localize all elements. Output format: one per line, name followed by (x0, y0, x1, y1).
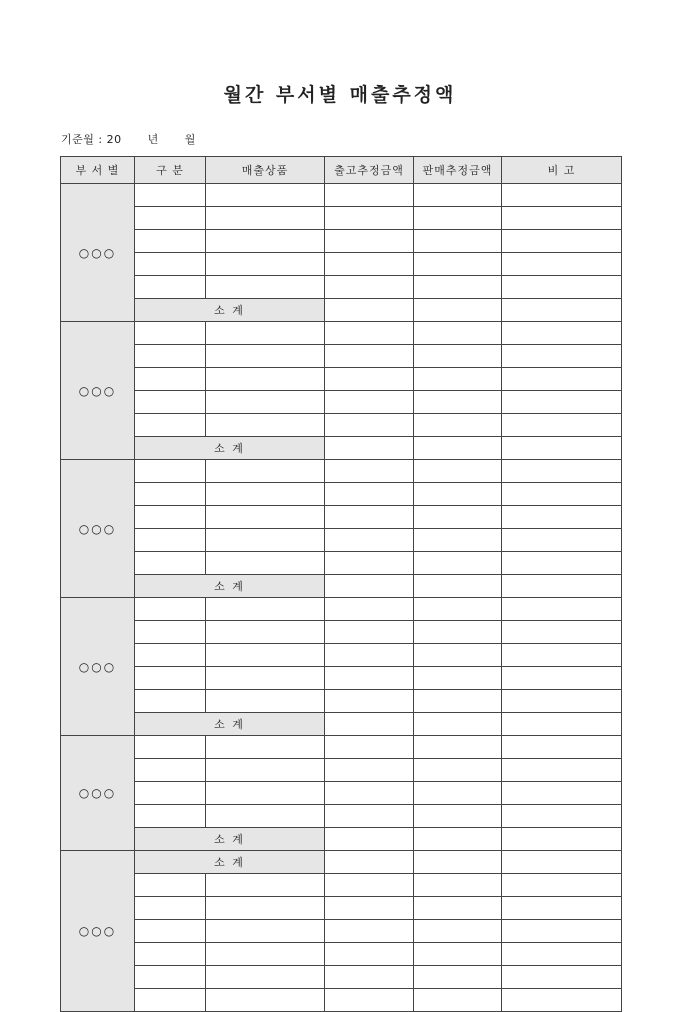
sales-estimate-cell[interactable] (414, 736, 502, 759)
subtotal-value-cell[interactable] (325, 299, 414, 322)
remarks-cell[interactable] (502, 253, 622, 276)
subtotal-row (61, 299, 622, 322)
subtotal-value-cell[interactable] (502, 828, 622, 851)
table-row (61, 184, 622, 207)
table-row (61, 345, 622, 368)
header-product: 매출상품 (206, 157, 325, 184)
subtotal-row (61, 713, 622, 736)
subtotal-row (61, 851, 622, 874)
product-cell[interactable] (206, 276, 325, 299)
table-row (61, 483, 622, 506)
subtotal-value-cell[interactable] (414, 851, 502, 874)
shipment-estimate-cell[interactable] (325, 414, 414, 437)
subtotal-value-cell[interactable] (502, 299, 622, 322)
product-cell[interactable] (206, 874, 325, 897)
category-cell[interactable] (135, 897, 206, 920)
sales-estimate-cell[interactable] (414, 667, 502, 690)
sales-estimate-cell[interactable] (414, 552, 502, 575)
product-cell[interactable] (206, 736, 325, 759)
product-cell[interactable] (206, 506, 325, 529)
category-cell[interactable] (135, 989, 206, 1012)
sales-estimate-cell[interactable] (414, 920, 502, 943)
remarks-cell[interactable] (502, 644, 622, 667)
shipment-estimate-cell[interactable] (325, 529, 414, 552)
table-row (61, 736, 622, 759)
sales-estimate-cell[interactable] (414, 989, 502, 1012)
subtotal-label: 소 계 (135, 437, 325, 460)
sales-estimate-cell[interactable] (414, 598, 502, 621)
product-cell[interactable] (206, 920, 325, 943)
remarks-cell[interactable] (502, 920, 622, 943)
category-cell[interactable] (135, 598, 206, 621)
subtotal-value-cell[interactable] (502, 851, 622, 874)
table-row (61, 621, 622, 644)
table-header-row (61, 157, 622, 184)
subtotal-label: 소 계 (135, 713, 325, 736)
shipment-estimate-cell[interactable] (325, 805, 414, 828)
sales-estimate-cell[interactable] (414, 506, 502, 529)
dept-cell: ○○○ (61, 322, 135, 460)
shipment-estimate-cell[interactable] (325, 460, 414, 483)
category-cell[interactable] (135, 276, 206, 299)
remarks-cell[interactable] (502, 989, 622, 1012)
remarks-cell[interactable] (502, 966, 622, 989)
sales-estimate-cell[interactable] (414, 483, 502, 506)
table-row (61, 966, 622, 989)
sales-estimate-cell[interactable] (414, 322, 502, 345)
table-row (61, 230, 622, 253)
sales-estimate-cell[interactable] (414, 345, 502, 368)
remarks-cell[interactable] (502, 276, 622, 299)
remarks-cell[interactable] (502, 414, 622, 437)
page-title: 월간 부서별 매출추정액 (223, 84, 457, 106)
shipment-estimate-cell[interactable] (325, 943, 414, 966)
subtotal-value-cell[interactable] (414, 575, 502, 598)
reference-month-line (61, 131, 204, 147)
dept-cell: ○○○ (61, 598, 135, 736)
product-cell[interactable] (206, 460, 325, 483)
remarks-cell[interactable] (502, 529, 622, 552)
remarks-cell[interactable] (502, 782, 622, 805)
subtotal-value-cell[interactable] (502, 575, 622, 598)
product-cell[interactable] (206, 943, 325, 966)
remarks-cell[interactable] (502, 368, 622, 391)
shipment-estimate-cell[interactable] (325, 621, 414, 644)
category-cell[interactable] (135, 690, 206, 713)
product-cell[interactable] (206, 322, 325, 345)
category-cell[interactable] (135, 253, 206, 276)
sales-estimate-cell[interactable] (414, 690, 502, 713)
subtotal-value-cell[interactable] (325, 437, 414, 460)
dept-cell: ○○○ (61, 736, 135, 851)
product-cell[interactable] (206, 414, 325, 437)
sales-estimate-cell[interactable] (414, 368, 502, 391)
table-row (61, 529, 622, 552)
subtotal-row (61, 437, 622, 460)
category-cell[interactable] (135, 874, 206, 897)
sales-estimate-cell[interactable] (414, 253, 502, 276)
reference-month-label: 기준월 : 20 (61, 133, 122, 146)
product-cell[interactable] (206, 184, 325, 207)
sales-estimate-cell[interactable] (414, 230, 502, 253)
shipment-estimate-cell[interactable] (325, 920, 414, 943)
product-cell[interactable] (206, 552, 325, 575)
remarks-cell[interactable] (502, 391, 622, 414)
remarks-cell[interactable] (502, 805, 622, 828)
category-cell[interactable] (135, 207, 206, 230)
remarks-cell[interactable] (502, 207, 622, 230)
table-row (61, 805, 622, 828)
table-body (61, 184, 622, 1012)
table-row (61, 897, 622, 920)
category-cell[interactable] (135, 805, 206, 828)
product-cell[interactable] (206, 207, 325, 230)
remarks-cell[interactable] (502, 897, 622, 920)
product-cell[interactable] (206, 805, 325, 828)
subtotal-value-cell[interactable] (325, 828, 414, 851)
category-cell[interactable] (135, 920, 206, 943)
shipment-estimate-cell[interactable] (325, 690, 414, 713)
table-row (61, 414, 622, 437)
category-cell[interactable] (135, 943, 206, 966)
product-cell[interactable] (206, 782, 325, 805)
product-cell[interactable] (206, 667, 325, 690)
shipment-estimate-cell[interactable] (325, 207, 414, 230)
shipment-estimate-cell[interactable] (325, 782, 414, 805)
category-cell[interactable] (135, 621, 206, 644)
sales-estimate-cell[interactable] (414, 966, 502, 989)
remarks-cell[interactable] (502, 736, 622, 759)
sales-estimate-cell[interactable] (414, 529, 502, 552)
remarks-cell[interactable] (502, 943, 622, 966)
sales-estimate-cell[interactable] (414, 897, 502, 920)
sales-estimate-cell[interactable] (414, 391, 502, 414)
category-cell[interactable] (135, 414, 206, 437)
shipment-estimate-cell[interactable] (325, 989, 414, 1012)
sales-estimate-cell[interactable] (414, 276, 502, 299)
subtotal-label: 소 계 (135, 575, 325, 598)
product-cell[interactable] (206, 483, 325, 506)
table-row (61, 667, 622, 690)
shipment-estimate-cell[interactable] (325, 345, 414, 368)
shipment-estimate-cell[interactable] (325, 759, 414, 782)
category-cell[interactable] (135, 552, 206, 575)
sales-estimate-cell[interactable] (414, 943, 502, 966)
shipment-estimate-cell[interactable] (325, 230, 414, 253)
category-cell[interactable] (135, 322, 206, 345)
category-cell[interactable] (135, 184, 206, 207)
shipment-estimate-cell[interactable] (325, 506, 414, 529)
header-category: 구 분 (135, 157, 206, 184)
header-sales-estimate: 판매추정금액 (414, 157, 502, 184)
product-cell[interactable] (206, 897, 325, 920)
table-row (61, 253, 622, 276)
table-row (61, 598, 622, 621)
table-row (61, 989, 622, 1012)
table-row (61, 759, 622, 782)
category-cell[interactable] (135, 483, 206, 506)
table-row (61, 391, 622, 414)
table-row (61, 506, 622, 529)
product-cell[interactable] (206, 230, 325, 253)
sales-estimate-table (60, 156, 622, 1012)
table-row (61, 552, 622, 575)
sales-estimate-cell[interactable] (414, 874, 502, 897)
product-cell[interactable] (206, 253, 325, 276)
category-cell[interactable] (135, 782, 206, 805)
shipment-estimate-cell[interactable] (325, 667, 414, 690)
shipment-estimate-cell[interactable] (325, 644, 414, 667)
month-label: 월 (184, 133, 196, 146)
category-cell[interactable] (135, 230, 206, 253)
category-cell[interactable] (135, 391, 206, 414)
category-cell[interactable] (135, 345, 206, 368)
sales-estimate-cell[interactable] (414, 759, 502, 782)
subtotal-value-cell[interactable] (414, 828, 502, 851)
table-row (61, 874, 622, 897)
table-row (61, 920, 622, 943)
subtotal-row (61, 828, 622, 851)
sales-estimate-cell[interactable] (414, 460, 502, 483)
category-cell[interactable] (135, 529, 206, 552)
table-row (61, 207, 622, 230)
product-cell[interactable] (206, 690, 325, 713)
header-remarks: 비 고 (502, 157, 622, 184)
remarks-cell[interactable] (502, 483, 622, 506)
subtotal-value-cell[interactable] (502, 437, 622, 460)
subtotal-value-cell[interactable] (414, 437, 502, 460)
shipment-estimate-cell[interactable] (325, 736, 414, 759)
shipment-estimate-cell[interactable] (325, 483, 414, 506)
remarks-cell[interactable] (502, 322, 622, 345)
table-row (61, 322, 622, 345)
product-cell[interactable] (206, 391, 325, 414)
shipment-estimate-cell[interactable] (325, 598, 414, 621)
shipment-estimate-cell[interactable] (325, 966, 414, 989)
product-cell[interactable] (206, 644, 325, 667)
product-cell[interactable] (206, 598, 325, 621)
year-label: 년 (147, 133, 159, 146)
remarks-cell[interactable] (502, 621, 622, 644)
shipment-estimate-cell[interactable] (325, 322, 414, 345)
table-row (61, 690, 622, 713)
category-cell[interactable] (135, 644, 206, 667)
subtotal-label: 소 계 (135, 828, 325, 851)
product-cell[interactable] (206, 368, 325, 391)
shipment-estimate-cell[interactable] (325, 368, 414, 391)
subtotal-value-cell[interactable] (502, 713, 622, 736)
product-cell[interactable] (206, 621, 325, 644)
product-cell[interactable] (206, 759, 325, 782)
dept-cell: ○○○ (61, 460, 135, 598)
remarks-cell[interactable] (502, 667, 622, 690)
shipment-estimate-cell[interactable] (325, 276, 414, 299)
subtotal-value-cell[interactable] (414, 713, 502, 736)
remarks-cell[interactable] (502, 759, 622, 782)
table-row (61, 644, 622, 667)
table-row (61, 276, 622, 299)
sales-estimate-cell[interactable] (414, 644, 502, 667)
sales-estimate-cell[interactable] (414, 207, 502, 230)
remarks-cell[interactable] (502, 874, 622, 897)
remarks-cell[interactable] (502, 598, 622, 621)
table-row (61, 460, 622, 483)
category-cell[interactable] (135, 368, 206, 391)
product-cell[interactable] (206, 345, 325, 368)
shipment-estimate-cell[interactable] (325, 184, 414, 207)
table-row (61, 782, 622, 805)
category-cell[interactable] (135, 759, 206, 782)
header-shipment-estimate: 출고추정금액 (325, 157, 414, 184)
category-cell[interactable] (135, 966, 206, 989)
sales-estimate-cell[interactable] (414, 621, 502, 644)
table-row (61, 943, 622, 966)
dept-cell: ○○○ (61, 851, 135, 1012)
subtotal-value-cell[interactable] (325, 575, 414, 598)
shipment-estimate-cell[interactable] (325, 897, 414, 920)
subtotal-value-cell[interactable] (414, 299, 502, 322)
category-cell[interactable] (135, 460, 206, 483)
subtotal-label: 소 계 (135, 299, 325, 322)
remarks-cell[interactable] (502, 690, 622, 713)
remarks-cell[interactable] (502, 506, 622, 529)
shipment-estimate-cell[interactable] (325, 874, 414, 897)
remarks-cell[interactable] (502, 345, 622, 368)
sales-estimate-cell[interactable] (414, 414, 502, 437)
shipment-estimate-cell[interactable] (325, 253, 414, 276)
remarks-cell[interactable] (502, 184, 622, 207)
product-cell[interactable] (206, 966, 325, 989)
header-dept: 부 서 별 (61, 157, 135, 184)
sales-estimate-cell[interactable] (414, 184, 502, 207)
table-row (61, 368, 622, 391)
remarks-cell[interactable] (502, 460, 622, 483)
category-cell[interactable] (135, 667, 206, 690)
subtotal-row (61, 575, 622, 598)
sales-estimate-cell[interactable] (414, 782, 502, 805)
subtotal-label: 소 계 (135, 851, 325, 874)
dept-cell: ○○○ (61, 184, 135, 322)
remarks-cell[interactable] (502, 552, 622, 575)
category-cell[interactable] (135, 736, 206, 759)
remarks-cell[interactable] (502, 230, 622, 253)
category-cell[interactable] (135, 506, 206, 529)
product-cell[interactable] (206, 989, 325, 1012)
shipment-estimate-cell[interactable] (325, 391, 414, 414)
subtotal-value-cell[interactable] (325, 851, 414, 874)
sales-estimate-cell[interactable] (414, 805, 502, 828)
subtotal-value-cell[interactable] (325, 713, 414, 736)
shipment-estimate-cell[interactable] (325, 552, 414, 575)
product-cell[interactable] (206, 529, 325, 552)
